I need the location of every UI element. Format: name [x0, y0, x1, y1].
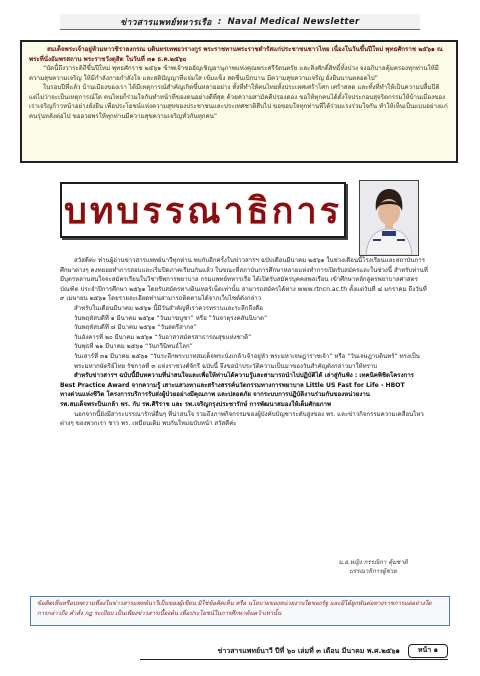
editorial-paragraph: สวัสดีค่ะ ท่านผู้อ่านข่าวสารแพทย์นาวีทุกท่าน พบกับอีกครั้งในข่าวสารฯ ฉบับเดือนมีนาคม ๒๕๖๑ ในช่วงเดือนนี้โรงเรียนและสถาบันการศึกษาต่างๆ คงทยอยทำการสอบและเริ่มปิดภาคเรียนกันแล้ว ในขณะที่สถาบันการศึกษาหลายแห่งทำการเปิดรับสมัครและในช่วงนี้ สำหรับท่านที่มีบุตรหลานสนใจจะสมัครเรียนในวิชาชีพการพยาบาล กรมแพทย์ทหารเรือ ได้เปิดรับสมัครบุคคลพลเรือน เข้าศึกษาหลักสูตรพยาบาลศาสตรบัณฑิต ประจำปีการศึกษา ๒๕๖๑ โดยรับสมัครทางอินเทอร์เน็ตเท่านั้น สามารถสมัครได้ทาง www.rtncn.ac.th ตั้งแต่วันที่ ๘ มกราคม ถึงวันที่ ๙ เมษายน ๒๕๖๑ โดยรายละเอียดท่านสามารถติดตามได้จากเว็บไซต์ดังกล่าว — [60, 257, 428, 303]
disclaimer-box: ข้อคิดเห็นหรือบทความที่ลงในข่าวสารแพทย์นาวีเป็นของผู้เขียน มิใช่ข้อคิดเห็น หรือ นโยบายของหน่วยงานใดของรัฐ และมิได้ผูกพันต่อทางราชการแต่อย่างใด การกล่าวถึง คำสั่ง กฎ ระเบียบ เป็นเพียงข่าวสารเบื้องต้น เพื่อประโยชน์ในการศึกษาค้นคว้าเท่านั้น — [30, 596, 450, 626]
royal-speech-box — [20, 40, 458, 163]
important-day-item: วันอังคารที่ ๒๐ มีนาคม ๒๕๖๑ “วันอาสาสมัครสาธารณสุขแห่งชาติ” — [74, 333, 252, 341]
footer-divider — [140, 659, 448, 660]
editorial-paragraph: นอกจากนี้ยังมีสาระบรรณารักษ์อื่นๆ ที่น่าสนใจ รวมถึงภาพกิจกรรมของผู้บังคับบัญชาระดับสูงของ พร. และข่าวกิจกรรมความเคลื่อนไหวต่างๆ ของพวกเรา ชาว พร. เหมือนเดิม พบกันใหม่ฉบับหน้า สวัสดีค่ะ — [60, 410, 424, 428]
editor-name: น.อ.หญิง กรรณิกา คุ้มชาติ — [338, 559, 408, 566]
important-day-item: วันพฤหัสบดีที่ ๑ มีนาคม ๒๕๖๑ “วันมาฆบูชา” หรือ “วันจาตุรงคสันนิบาต” — [74, 314, 268, 322]
editorial-heading: บทบรรณาธิการ — [60, 182, 346, 238]
editor-role: บรรณาธิการผู้ช่วย — [349, 568, 397, 575]
editorial-paragraph: สำหรับข่าวสารฯ ฉบับนี้มีบทความที่น่าสนใจและเพื่อให้ท่านได้ความรู้และสามารถนำไปปฏิบัติได้ เล่าสู่กันฟัง : เทคนิคพิชิตโครงการ Best Practice Award จากความรู้ เสาะแสวงหาและสร้างสรรค์นวัตกรรมทางการพยาบาล Little US Fast for Life - HBOT ทางด่วนแห่งชีวิต โครงการบริการรับส่งผู้ป่วยอย่างมีคุณภาพ และปลอดภัย จากระบบการปฏิบัติงานร่วมกันของหน่วยงาน รพ.สมเด็จพระปิ่นเกล้า พร. กับ รพ.ศิริราช และ รพ.เจริญกรุงประชารักษ์ การพัฒนาสมองให้เต็มศักยภาพ — [60, 372, 414, 408]
royal-speech-title: สมเด็จพระเจ้าอยู่หัวมหาวชิราลงกรณ บดินทรเทพยวรางกูร พระราชทานพระราชดำรัสแก่ประชาชนชาวไทย เนื่องในวันขึ้นปีใหม่ พุทธศักราช ๒๕๖๑ ณ พระที่นั่งอัมพรสถาน พระราชวังดุสิต ในวันที่ ๓๑ ธ.ค.๒๕๖๐ — [29, 46, 443, 63]
page-number-badge: หน้า ๑ — [408, 644, 448, 658]
royal-speech-paragraph: “บัดนี้ถึงวาระดิถีขึ้นปีใหม่ พุทธศักราช ๒๕๖๑ ข้าพเจ้าขออัญเชิญอานุภาพแห่งคุณพระศรีรัตนตรัย และสิ่งศักดิ์สิทธิ์ทั้งปวง จงอภิบาลคุ้มครองทุกท่านให้มีความสุขความเจริญ ให้มีกำลังกายกำลังใจ และสติปัญญาที่แจ่มใส เข้มแข็ง สดชื่นเบิกบาน มีความสุขความเจริญ ยั่งยืนนานตลอดไป” — [29, 65, 439, 82]
editor-photo — [359, 180, 419, 256]
header-separator: : — [217, 16, 222, 27]
editorial-paragraph: สำหรับในเดือนมีนาคม ๒๕๖๑ นี้มีวันสำคัญที่เราควรทราบและระลึกถึงคือ — [74, 304, 263, 312]
editorial-body — [60, 256, 428, 558]
newsletter-header — [60, 14, 420, 30]
issue-info: ข่าวสารแพทย์นาวี ปีที่ ๖๐ เล่มที่ ๓ เดือน มีนาคม พ.ศ.๒๕๖๑ — [217, 647, 400, 655]
editor-portrait-image — [360, 181, 418, 255]
newsletter-thai-title: ข่าวสารแพทย์ทหารเรือ — [120, 17, 212, 28]
royal-speech-paragraph: ในรอบปีที่แล้ว บ้านเมืองของเรา ได้มีเหตุการณ์สำคัญเกิดขึ้นหลายอย่าง ทั้งที่ทำให้คนไทยทั้งประเทศเศร้าโศก เศร้าสลด และทั้งที่ทำให้เป็นความปลื้มปีติ แต่ไม่ว่าจะเป็นเหตุการณ์ใด คนไทยก็ร่วมใจกันทำหน้าที่ของตนอย่างดีที่สุด ด้วยความสามัคคีปรองดอง ขอให้ทุกคนได้ตั้งใจประกอบสุจริตกรรมให้บ้านเมืองของเราเจริญก้าวหน้าอย่างยั่งยืน เพื่อประโยชน์แห่งความสุขของประชาชนและประเทศชาติสืบไป ขอขอบใจทุกท่านที่ได้ร่วมแรงร่วมใจกัน ทำให้เห็นเป็นแบบอย่างแก่คนรุ่นหลังต่อไป ขออวยพรให้ทุกท่านมีความสุขความเจริญทั่วกันทุกคน” — [29, 84, 448, 120]
editor-signature — [318, 558, 428, 582]
newsletter-english-title: Naval Medical Newsletter — [227, 16, 360, 27]
important-day-item: วันพฤหัสบดีที่ ๘ มีนาคม ๒๕๖๑ “วันสตรีสากล” — [74, 324, 197, 332]
important-day-item: วันเสาร์ที่ ๓๑ มีนาคม ๒๕๖๑ “วันระลึกพระบาทสมเด็จพระนั่งเกล้าเจ้าอยู่หัว พระมหาเจษฎาราชเจ้า” หรือ “วันเจษฎาบดินทร์” ทรงเป็นพระมหากษัตริย์ไทย รัชกาลที่ ๓ แห่งราชวงศ์จักรี ฉบับนี้ จึงขอนำประวัติความเป็นมาของวันสำคัญดังกล่าวมาให้ทราบ — [74, 352, 420, 370]
important-day-item: วันพุธที่ ๒๑ มีนาคม ๒๕๖๑ “วันกวีนิพนธ์โลก” — [74, 343, 193, 351]
